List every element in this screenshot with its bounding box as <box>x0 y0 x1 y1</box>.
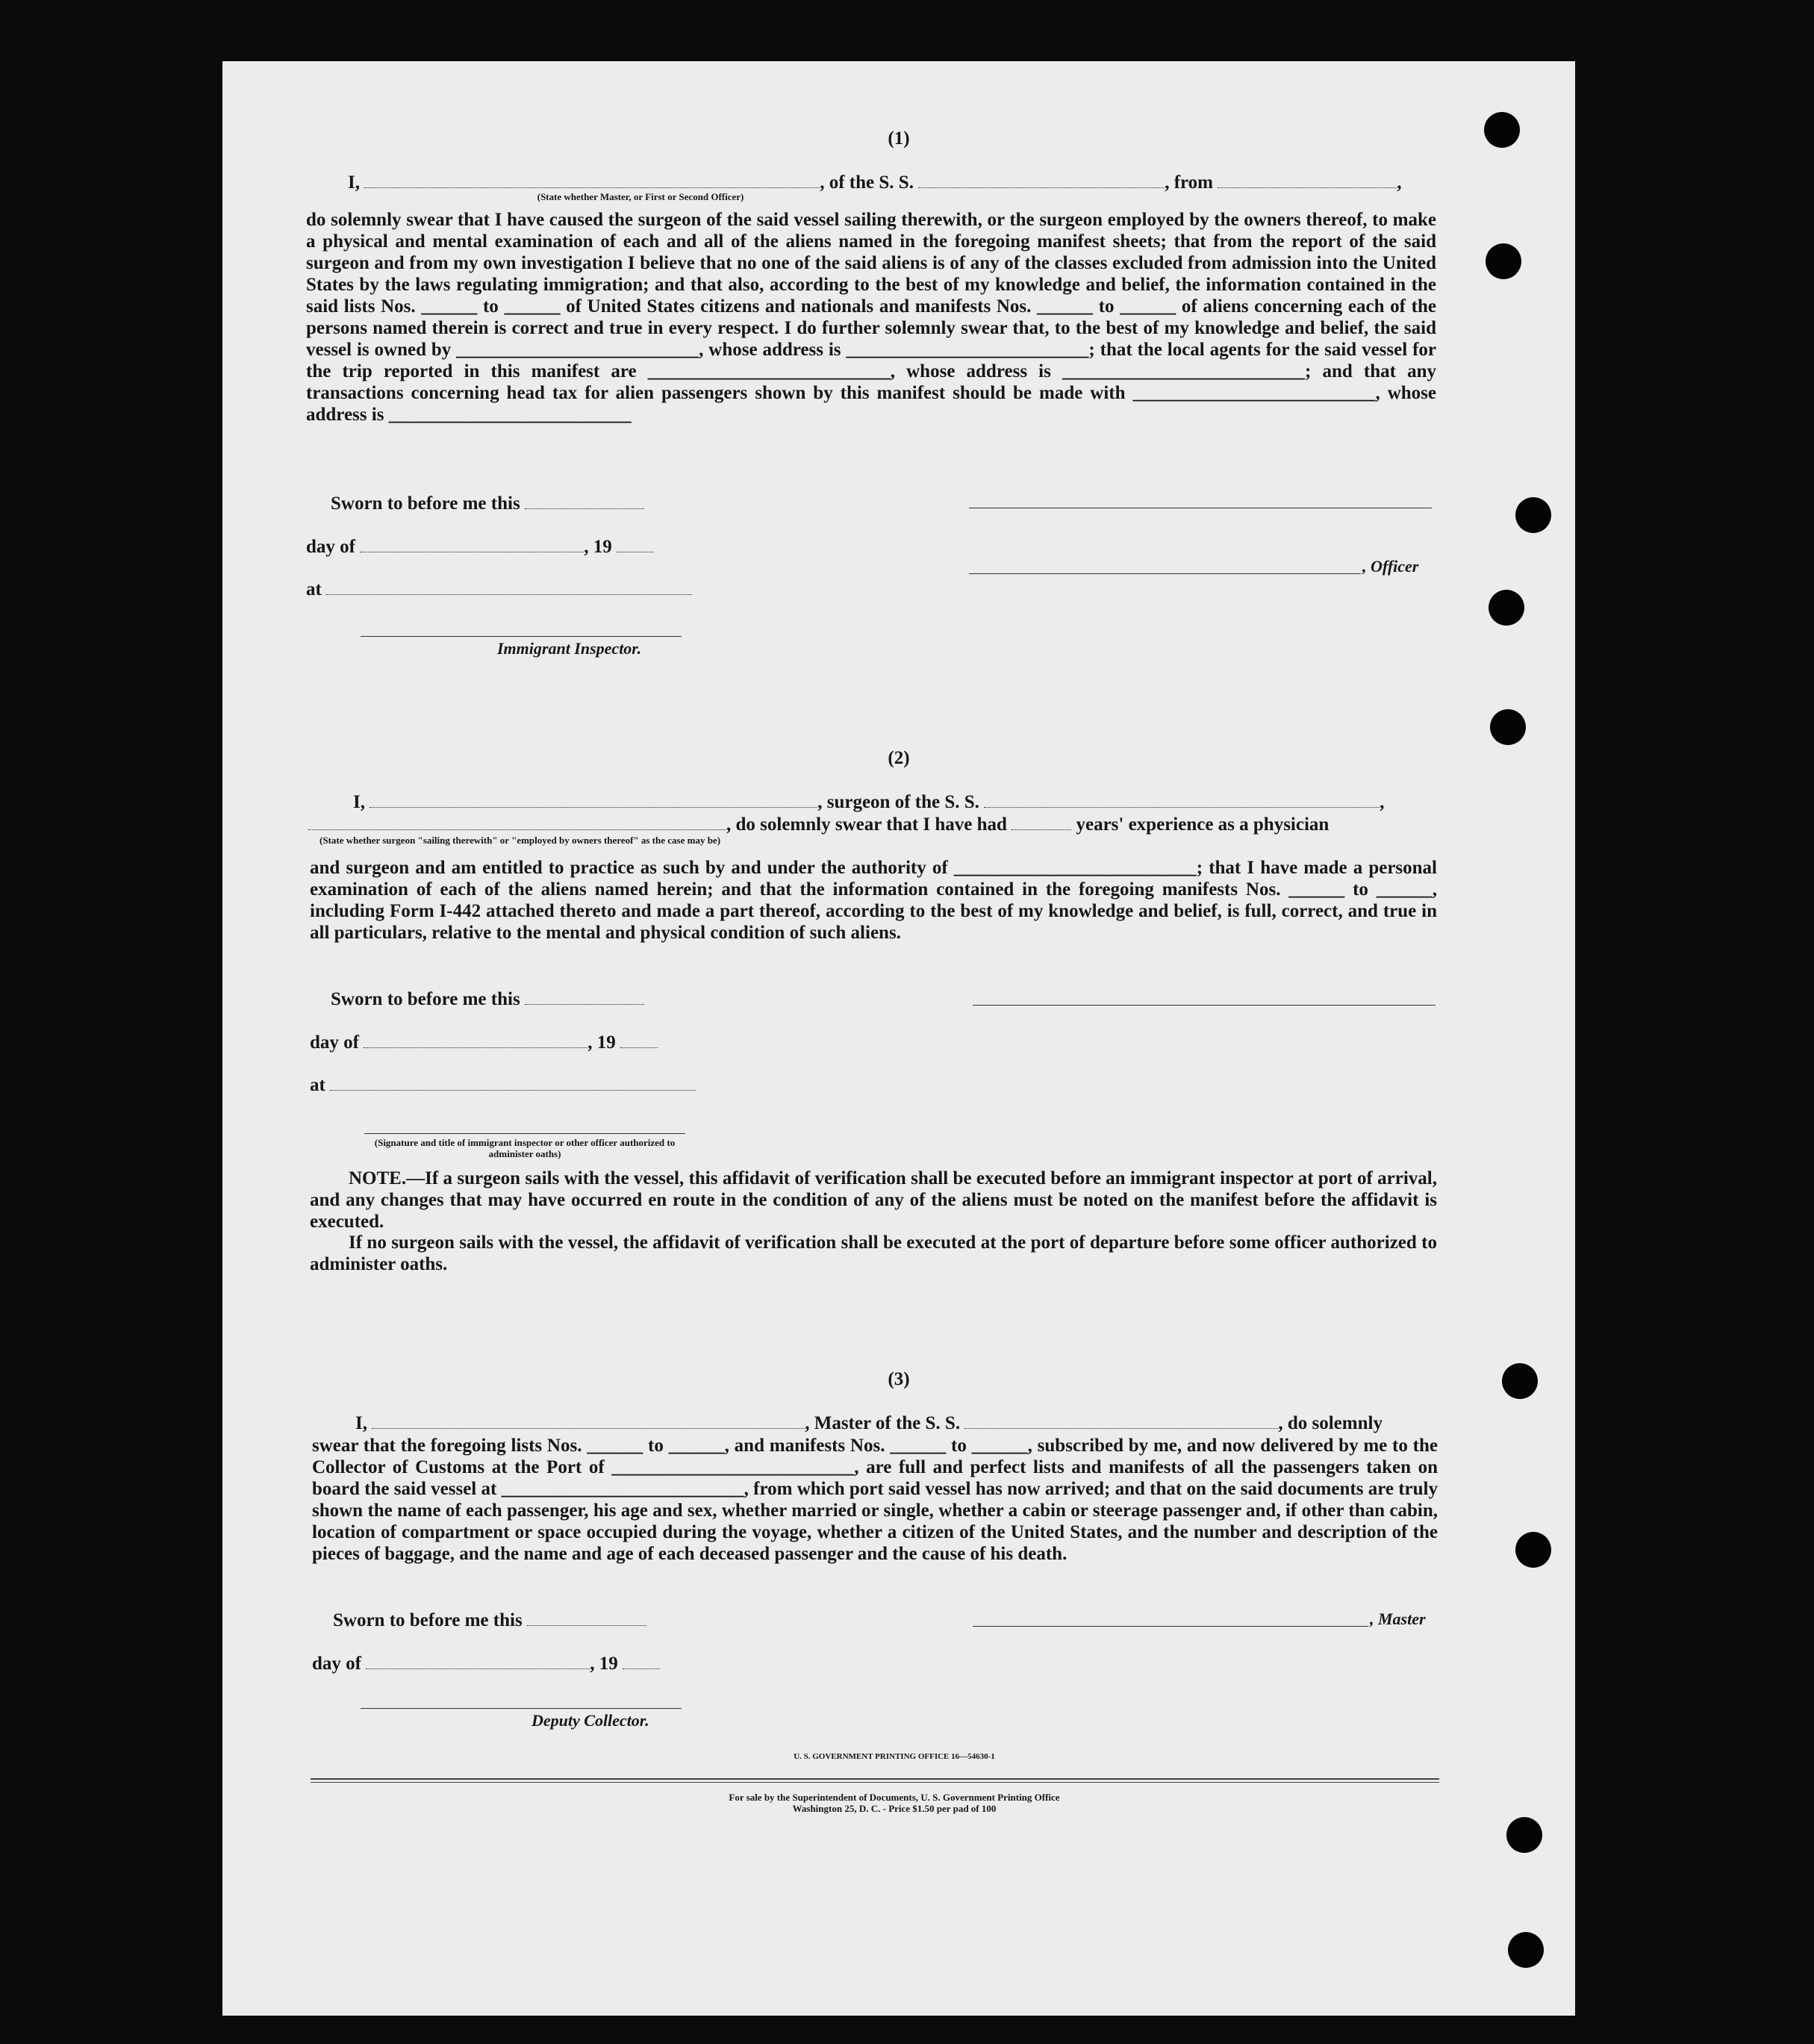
binder-hole <box>1515 497 1551 533</box>
section-1-body: do solemnly swear that I have caused the surgeon of the said vessel sailing therewith, or the surgeon employed by the owners thereof, to make a physical and mental examination of each and all of the aliens named in the foregoing manifest sheets; that from the report of the said surgeon and from my own investigation I believe that no one of the said aliens is of any of the classes excluded from admission into the United States by the laws regulating immigration; and that also, according to the best of my knowledge and belief, the information contained in the said lists Nos. ______ to ______ of United States citizens and nationals and manifests Nos. ______ to ______ of aliens concerning each of the persons named therein is correct and true in every respect. I do further solemnly swear that, to the best of my knowledge and belief, the said vessel is owned by __________________________, whose address is __________________________; that the local agents for the said vessel for the trip reported in this manifest are __________________________, whose address is __________________________; and that any transactions concerning head tax for alien passengers shown by this manifest should be made with __________________________, whose address is __________________________ <box>306 210 1436 425</box>
s1-inspector-title: Immigrant Inspector. <box>497 639 642 658</box>
s2-day-label: day of <box>310 1032 359 1053</box>
s3-day <box>312 1653 660 1674</box>
section-3-i: I, <box>355 1413 367 1433</box>
s1-at-label: at <box>306 579 322 599</box>
s2-year-field[interactable] <box>620 1032 658 1048</box>
section-1-of-ss: , of the S. S. <box>820 172 914 193</box>
binder-hole <box>1502 1363 1538 1399</box>
binder-hole <box>1489 590 1524 626</box>
s3-master-title: , Master <box>1370 1610 1426 1628</box>
s1-day-field[interactable] <box>360 537 584 552</box>
s2-year-label: , 19 <box>587 1032 616 1053</box>
section-2-i: I, <box>353 792 365 812</box>
section-1-from: , from <box>1165 172 1213 193</box>
s2-sworn-field[interactable] <box>525 989 644 1005</box>
binder-hole <box>1515 1532 1551 1568</box>
section-1-note: (State whether Master, or First or Second Officer) <box>537 191 744 202</box>
section-1-head-end: , <box>1397 172 1402 193</box>
s2-sworn <box>331 988 644 1010</box>
s2-sig-note: (Signature and title of immigrant inspector or other officer authorized to administer oaths) <box>374 1137 676 1159</box>
section-3-head-end: , do solemnly <box>1278 1413 1383 1433</box>
binder-hole <box>1508 1932 1544 1968</box>
section-2-years-text: years' experience as a physician <box>1076 814 1330 835</box>
s3-sworn-label: Sworn to before me this <box>333 1610 523 1630</box>
s2-inspector-sig-line[interactable] <box>364 1133 685 1134</box>
s1-officer-title: , Officer <box>1362 557 1419 576</box>
vessel-name-field-1[interactable] <box>918 172 1165 188</box>
s2-at <box>310 1074 696 1096</box>
s1-day-label: day of <box>306 537 355 557</box>
surgeon-status-field[interactable] <box>308 814 726 830</box>
section-1-number: (1) <box>888 128 910 149</box>
s1-sworn-field[interactable] <box>525 493 644 509</box>
section-2-head-end: , <box>1380 792 1385 812</box>
sale-line-2: Washington 25, D. C. - Price $1.50 per pad of 100 <box>792 1803 997 1814</box>
s2-day-field[interactable] <box>364 1032 587 1048</box>
section-2-swear-text: , do solemnly swear that I have had <box>726 814 1007 835</box>
s1-officer-sig-line[interactable] <box>969 573 1361 574</box>
binder-hole <box>1486 243 1521 279</box>
s3-year-field[interactable] <box>623 1654 660 1669</box>
s3-year-label: , 19 <box>590 1654 618 1674</box>
s3-day-field[interactable] <box>366 1654 590 1669</box>
section-2-note-para2: If no surgeon sails with the vessel, the affidavit of verification shall be executed at the port of departure before some officer authorized to administer oaths. <box>310 1233 1437 1274</box>
s1-sworn <box>331 493 644 514</box>
s1-at <box>306 579 692 600</box>
s2-at-field[interactable] <box>330 1075 696 1091</box>
s1-day <box>306 536 654 558</box>
section-3-number: (3) <box>888 1369 910 1389</box>
vessel-name-field-2[interactable] <box>984 792 1380 808</box>
s3-day-label: day of <box>312 1654 361 1674</box>
years-experience-field[interactable] <box>1012 814 1071 830</box>
section-3-master-of: , Master of the S. S. <box>805 1413 961 1433</box>
section-2-body: and surgeon and am entitled to practice as such by and under the authority of __________________________; that I have made a personal examination of each of the aliens named herein; and that the information contained in the foregoing manifests Nos. ______ to ______, including Form I-442 attached thereto and made a part thereof, according to the best of my knowledge and belief, is full, correct, and true in all particulars, relative to the mental and physical condition of such aliens. <box>310 858 1437 943</box>
s1-inspector-sig-line[interactable] <box>361 636 682 637</box>
s2-surgeon-sig-line[interactable] <box>973 1005 1436 1006</box>
s3-collector-title: Deputy Collector. <box>532 1711 649 1730</box>
section-3-head <box>355 1412 1383 1434</box>
master-name-field-3[interactable] <box>372 1413 805 1429</box>
section-2-number: (2) <box>888 748 910 768</box>
surgeon-name-field[interactable] <box>370 792 817 808</box>
section-2-note-para: NOTE.—If a surgeon sails with the vessel, this affidavit of verification shall be executed before an immigrant inspector at port of arrival, and any changes that may have occurred en route in the condition of any of the aliens must be noted on the manifest before the affidavit is executed. <box>310 1168 1437 1232</box>
binder-hole <box>1506 1817 1542 1853</box>
s3-sworn <box>333 1610 646 1631</box>
s2-at-label: at <box>310 1075 325 1095</box>
section-1-i: I, <box>348 172 360 193</box>
section-2-swear <box>308 814 1329 835</box>
footer-rule-1 <box>311 1778 1439 1780</box>
s1-at-field[interactable] <box>326 579 692 595</box>
section-2-note: (State whether surgeon "sailing therewith" or "employed by owners thereof" as the case may be) <box>320 835 721 846</box>
master-name-field[interactable] <box>364 172 820 188</box>
form-page <box>222 61 1575 2016</box>
section-1-head <box>348 172 1402 193</box>
s2-sworn-label: Sworn to before me this <box>331 989 520 1009</box>
binder-hole <box>1490 709 1526 745</box>
footer-rule-2 <box>311 1782 1439 1783</box>
binder-hole <box>1484 112 1520 148</box>
s1-year-field[interactable] <box>617 537 654 552</box>
s1-year-label: , 19 <box>584 537 612 557</box>
s3-sworn-field[interactable] <box>527 1610 646 1626</box>
from-port-field[interactable] <box>1218 172 1397 188</box>
s3-master-sig-line[interactable] <box>973 1626 1368 1627</box>
vessel-name-field-3[interactable] <box>964 1413 1278 1429</box>
s3-collector-sig-line[interactable] <box>361 1708 682 1709</box>
gpo-line: U. S. GOVERNMENT PRINTING OFFICE 16—54630-1 <box>794 1752 995 1761</box>
section-2-head <box>353 791 1384 813</box>
section-3-body: swear that the foregoing lists Nos. ______ to ______, and manifests Nos. ______ to ______, subscribed by me, and now delivered by me to the Collector of Customs at the Port of __________________________, are full and perfect lists and manifests of all the passengers taken on board the said vessel at __________________________, from which port said vessel has now arrived; and that on the said documents are truly shown the name of each passenger, his age and sex, whether married or single, whether a cabin or steerage passenger and, if other than cabin, location of compartment or space occupied during the voyage, whether a citizen of the United States, and the number and description of the pieces of baggage, and the name and age of each deceased passenger and the cause of his death. <box>312 1436 1438 1564</box>
s2-day <box>310 1032 658 1053</box>
s1-sworn-label: Sworn to before me this <box>331 493 520 514</box>
section-2-surgeon-of: , surgeon of the S. S. <box>817 792 979 812</box>
sale-line-1: For sale by the Superintendent of Documents, U. S. Government Printing Office <box>729 1792 1060 1803</box>
